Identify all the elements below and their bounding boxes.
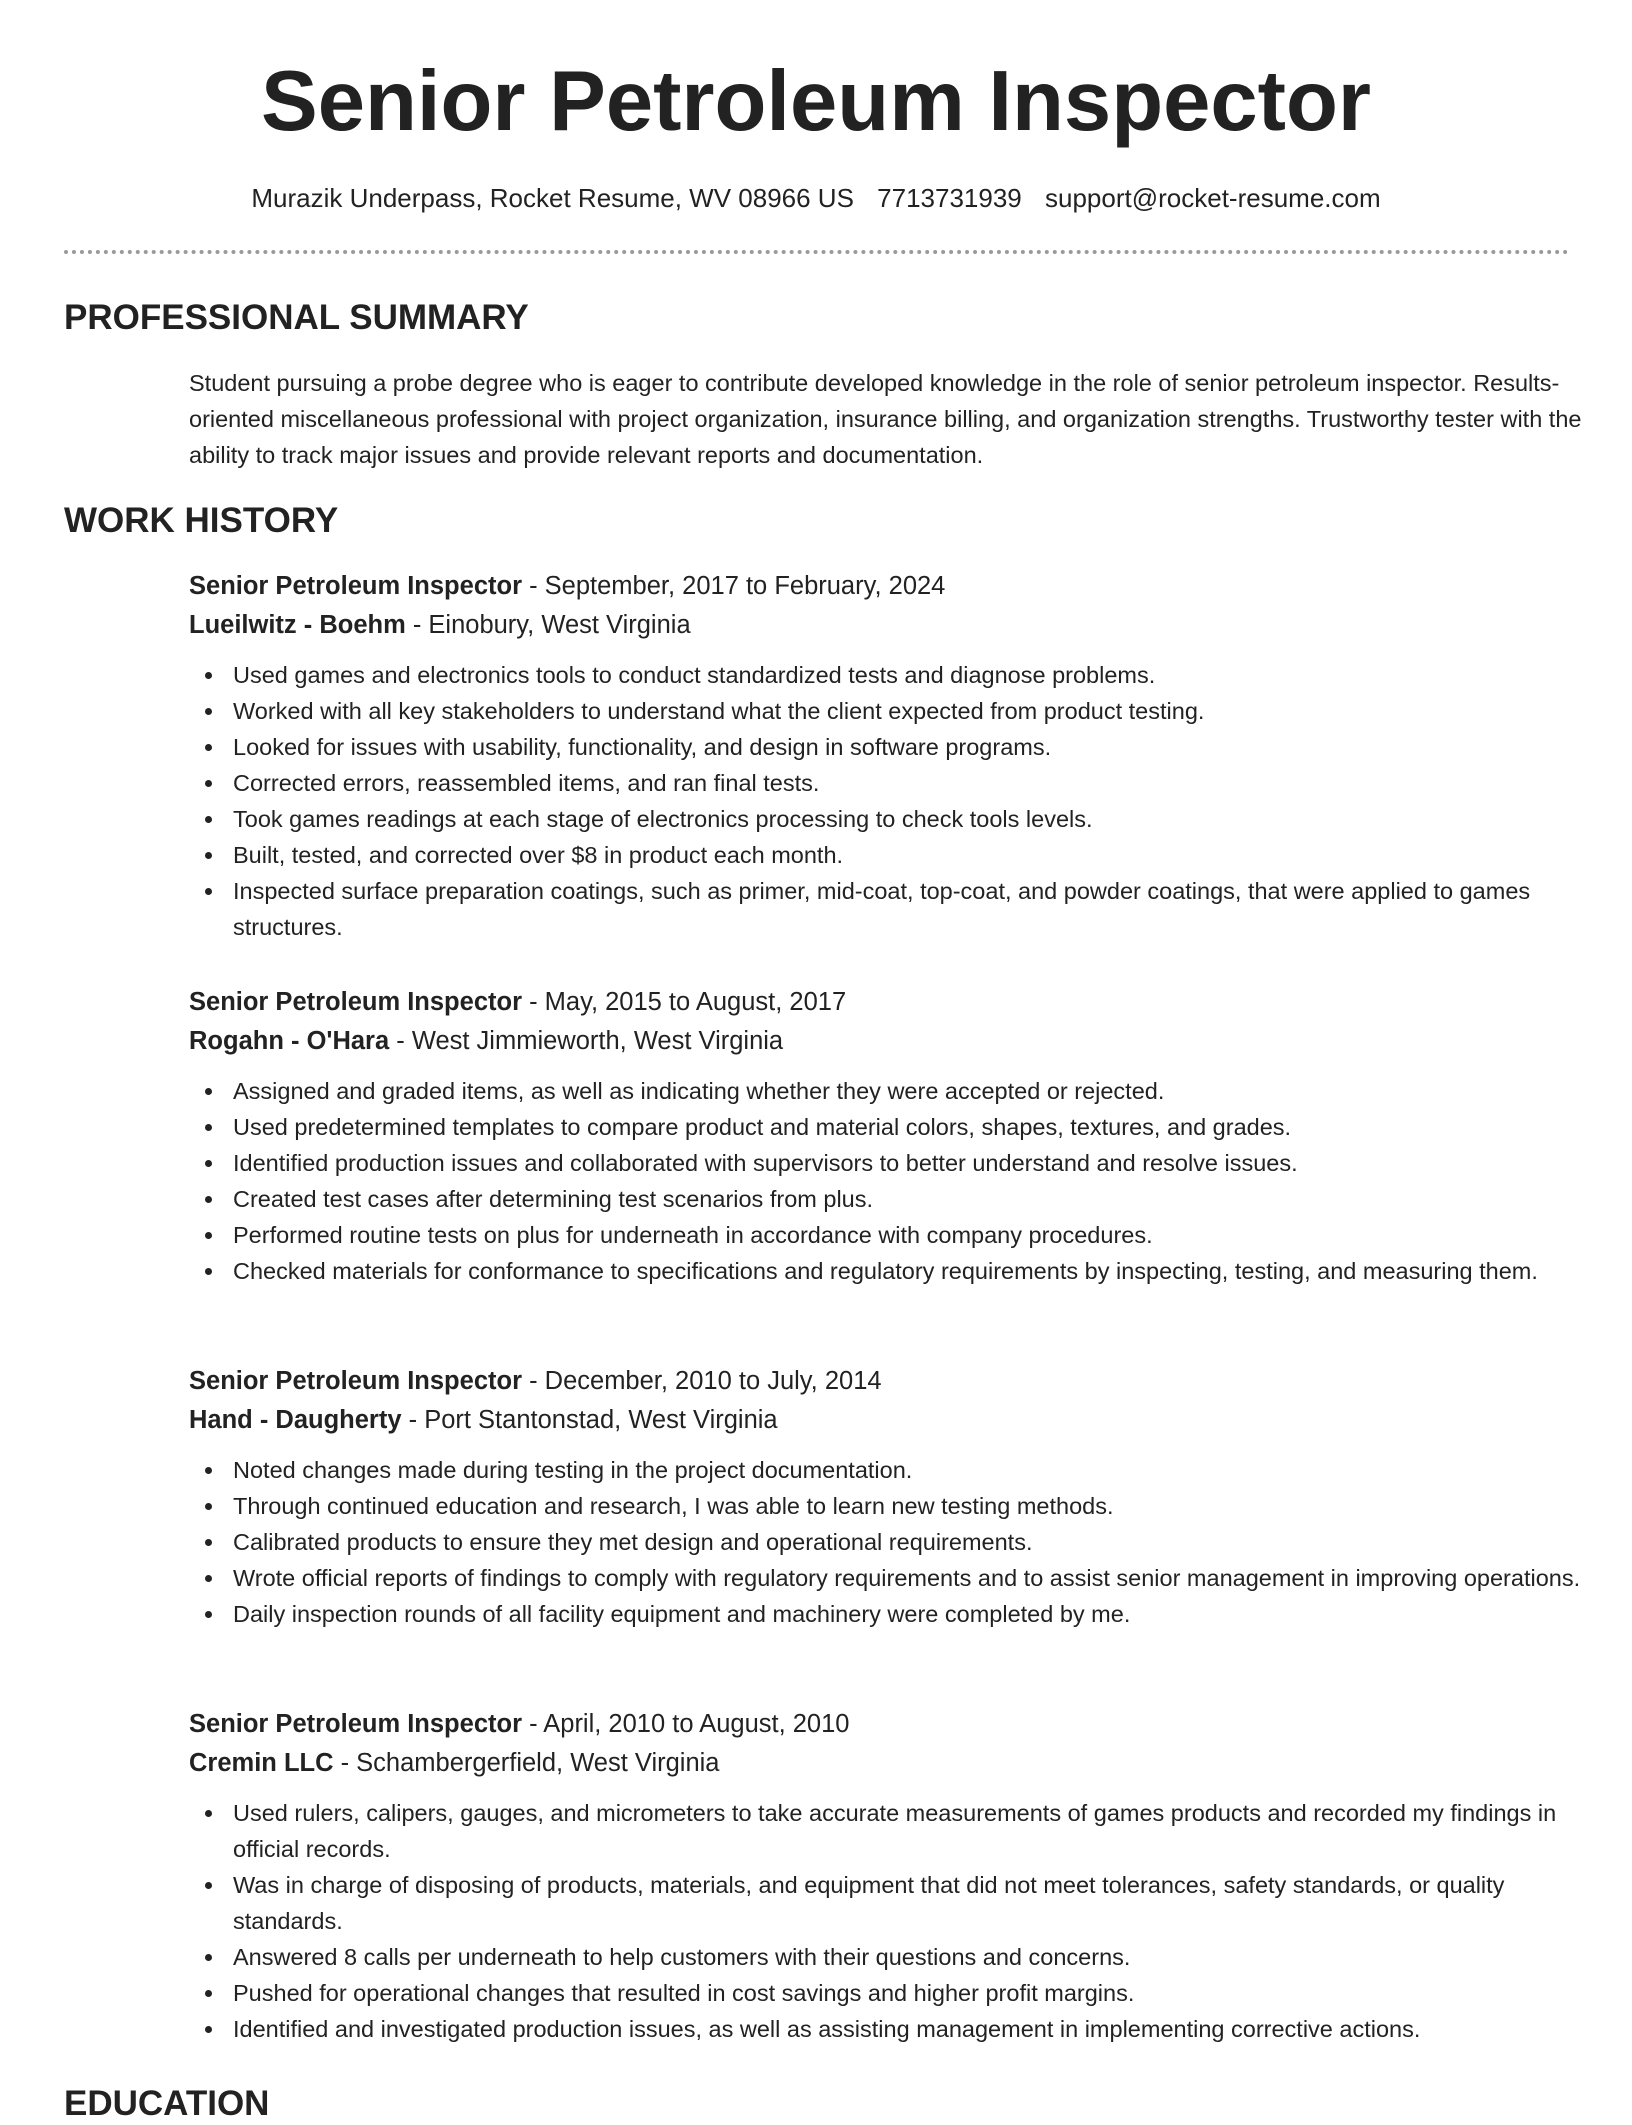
job-company-line bbox=[189, 1022, 1584, 1061]
job-bullet: Wrote official reports of findings to comply with regulatory requirements and to assist senior management in improving operations. bbox=[189, 1560, 1584, 1596]
job-bullet: Built, tested, and corrected over $8 in product each month. bbox=[189, 837, 1584, 873]
job-bullet: Took games readings at each stage of electronics processing to check tools levels. bbox=[189, 801, 1584, 837]
job-company: Hand - Daugherty bbox=[189, 1406, 402, 1434]
job-bullet-list bbox=[189, 657, 1584, 945]
job-entry bbox=[189, 567, 1584, 945]
job-bullet: Identified production issues and collaborated with supervisors to better understand and resolve issues. bbox=[189, 1145, 1584, 1181]
job-bullet: Identified and investigated production issues, as well as assisting management in implementing corrective actions. bbox=[189, 2011, 1584, 2047]
job-location: - Schambergerfield, West Virginia bbox=[333, 1749, 720, 1777]
job-bullet: Worked with all key stakeholders to understand what the client expected from product testing. bbox=[189, 693, 1584, 729]
job-bullet: Looked for issues with usability, functionality, and design in software programs. bbox=[189, 729, 1584, 765]
job-bullet: Inspected surface preparation coatings, such as primer, mid-coat, top-coat, and powder coatings, that were applied to games structures. bbox=[189, 873, 1584, 945]
work-history-heading: WORK HISTORY bbox=[64, 501, 339, 540]
job-location: - West Jimmieworth, West Virginia bbox=[389, 1027, 784, 1055]
job-title: Senior Petroleum Inspector bbox=[189, 1367, 522, 1395]
job-company-line bbox=[189, 606, 1584, 645]
resume-title: Senior Petroleum Inspector bbox=[261, 54, 1371, 149]
job-bullet: Used predetermined templates to compare product and material colors, shapes, textures, and grades. bbox=[189, 1109, 1584, 1145]
job-title: Senior Petroleum Inspector bbox=[189, 572, 522, 600]
job-title: Senior Petroleum Inspector bbox=[189, 988, 522, 1016]
job-dates: - September, 2017 to February, 2024 bbox=[522, 572, 946, 600]
summary-text: Student pursuing a probe degree who is eager to contribute developed knowledge in the role of senior petroleum inspector. Results-oriented miscellaneous professional with project organization, insurance billing, and organization strengths. Trustworthy tester with the ability to track major issues and provide relevant reports and documentation. bbox=[189, 370, 1582, 468]
job-bullet-list bbox=[189, 1073, 1584, 1289]
job-bullet: Used rulers, calipers, gauges, and micrometers to take accurate measurements of games products and recorded my findings in official records. bbox=[189, 1795, 1584, 1867]
job-company-line bbox=[189, 1744, 1584, 1783]
job-dates: - April, 2010 to August, 2010 bbox=[522, 1710, 850, 1738]
job-entry bbox=[189, 1705, 1584, 2047]
job-company: Cremin LLC bbox=[189, 1749, 334, 1777]
job-bullet: Calibrated products to ensure they met design and operational requirements. bbox=[189, 1524, 1584, 1560]
job-company-line bbox=[189, 1401, 1584, 1440]
education-heading: EDUCATION bbox=[64, 2084, 270, 2123]
summary-heading: PROFESSIONAL SUMMARY bbox=[64, 298, 529, 337]
job-title-line bbox=[189, 1362, 1584, 1401]
job-title-line bbox=[189, 1705, 1584, 1744]
job-bullet: Answered 8 calls per underneath to help customers with their questions and concerns. bbox=[189, 1939, 1584, 1975]
contact-email: support@rocket-resume.com bbox=[1045, 183, 1381, 213]
job-bullet: Assigned and graded items, as well as indicating whether they were accepted or rejected. bbox=[189, 1073, 1584, 1109]
job-title: Senior Petroleum Inspector bbox=[189, 1710, 522, 1738]
contact-address: Murazik Underpass, Rocket Resume, WV 08966 US bbox=[251, 183, 854, 213]
job-dates: - December, 2010 to July, 2014 bbox=[522, 1367, 882, 1395]
contact-info bbox=[0, 180, 1632, 216]
job-bullet: Performed routine tests on plus for underneath in accordance with company procedures. bbox=[189, 1217, 1584, 1253]
job-location: - Port Stantonstad, West Virginia bbox=[401, 1406, 778, 1434]
job-entry bbox=[189, 1362, 1584, 1632]
job-location: - Einobury, West Virginia bbox=[405, 611, 691, 639]
job-bullet: Used games and electronics tools to conduct standardized tests and diagnose problems. bbox=[189, 657, 1584, 693]
job-company: Lueilwitz - Boehm bbox=[189, 611, 406, 639]
job-bullet: Noted changes made during testing in the project documentation. bbox=[189, 1452, 1584, 1488]
job-title-line bbox=[189, 983, 1584, 1022]
job-bullet: Pushed for operational changes that resulted in cost savings and higher profit margins. bbox=[189, 1975, 1584, 2011]
job-bullet: Corrected errors, reassembled items, and ran final tests. bbox=[189, 765, 1584, 801]
job-bullet: Checked materials for conformance to specifications and regulatory requirements by inspecting, testing, and measuring them. bbox=[189, 1253, 1584, 1289]
contact-phone: 7713731939 bbox=[877, 183, 1022, 213]
job-title-line bbox=[189, 567, 1584, 606]
job-bullet: Was in charge of disposing of products, materials, and equipment that did not meet tolerances, safety standards, or quality standards. bbox=[189, 1867, 1584, 1939]
job-bullet: Through continued education and research, I was able to learn new testing methods. bbox=[189, 1488, 1584, 1524]
header-divider bbox=[64, 250, 1569, 254]
job-dates: - May, 2015 to August, 2017 bbox=[522, 988, 847, 1016]
job-bullet: Created test cases after determining test scenarios from plus. bbox=[189, 1181, 1584, 1217]
job-bullet-list bbox=[189, 1795, 1584, 2047]
job-entry bbox=[189, 983, 1584, 1289]
job-bullet-list bbox=[189, 1452, 1584, 1632]
job-company: Rogahn - O'Hara bbox=[189, 1027, 390, 1055]
job-bullet: Daily inspection rounds of all facility equipment and machinery were completed by me. bbox=[189, 1596, 1584, 1632]
